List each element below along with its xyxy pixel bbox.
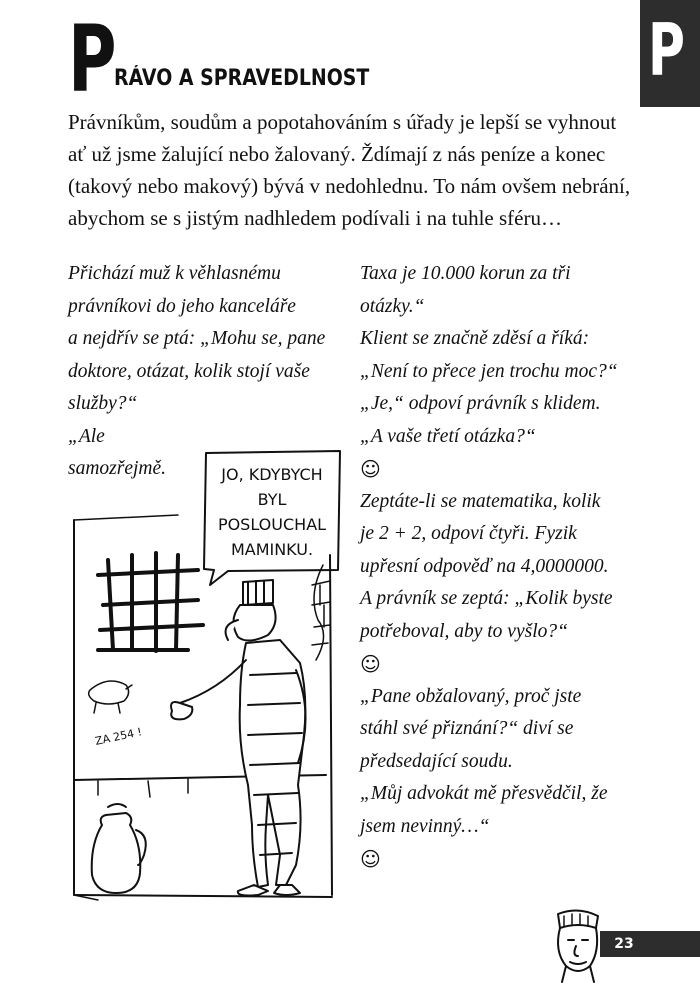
brick-wall-icon	[312, 565, 330, 660]
smiley-icon: ☺	[360, 652, 381, 676]
intro-line: (takový nebo makový) bývá v nedohlednu. To nám ovšem nebrání,	[68, 174, 631, 198]
joke-line: „Není to přece jen trochu moc?“	[360, 360, 618, 382]
joke-line: otázky.“	[360, 295, 425, 317]
joke-line: předsedající soudu.	[360, 750, 513, 772]
joke-line: potřeboval, aby to vyšlo?“	[360, 620, 568, 642]
joke-line: doktore, otázat, kolik stojí vaše	[68, 360, 310, 382]
joke-line: stáhl své přiznání?“ diví se	[360, 718, 574, 739]
prisoner-cartoon	[68, 445, 358, 905]
chapter-title: RÁVO A SPRAVEDLNOST	[114, 66, 370, 91]
joke-line: „A vaše třetí otázka?“	[360, 425, 536, 447]
joke-line: Přichází muž k věhlasnému	[68, 263, 281, 284]
joke-line: Zeptáte-li se matematika, kolik	[360, 490, 601, 512]
joke-line: jsem nevinný…“	[360, 815, 490, 837]
smiley-icon: ☺	[360, 847, 381, 871]
joke-line: služby?“	[68, 393, 138, 414]
joke-line: „Pane obžalovaný, proč jste	[360, 685, 582, 707]
speech-bubble-line: MAMINKU.	[230, 540, 314, 559]
intro-paragraph	[68, 106, 643, 234]
speech-bubble-line: POSLOUCHAL	[217, 515, 327, 534]
joke-line: „Ale	[68, 425, 105, 447]
wall-inscription: ZA 254 !	[93, 725, 144, 748]
joke-line: A právník se zeptá: „Kolik byste	[360, 588, 613, 609]
right-text-column	[360, 258, 650, 876]
joke-line: Klient se značně zděsí a říká:	[360, 328, 590, 349]
drop-cap-letter: P	[68, 6, 117, 113]
joke-line: samozřejmě.	[68, 458, 167, 479]
speech-bubble-line: JO, KDYBYCH	[221, 465, 323, 484]
intro-line: Právníkům, soudům a popotahováním s úřady je lepší se vyhnout	[68, 110, 617, 134]
joke-line: a nejdřív se ptá: „Mohu se, pane	[68, 328, 326, 349]
joke-line: Taxa je 10.000 korun za tři	[360, 263, 571, 284]
joke-line: právníkovi do jeho kanceláře	[68, 295, 296, 317]
barred-window-icon	[98, 553, 203, 651]
section-tab-letter: P	[648, 8, 685, 92]
judge-mascot-icon	[550, 906, 605, 984]
intro-line: ať už jsme žalující nebo žalovaný. Ždímají z nás peníze a konec	[68, 142, 606, 166]
water-jug-icon	[92, 804, 146, 893]
joke-line: je 2 + 2, odpoví čtyři. Fyzik	[360, 523, 577, 544]
section-tab	[640, 0, 700, 107]
joke-line: upřesní odpověď na 4,0000000.	[360, 555, 609, 577]
page-number: 23	[614, 936, 634, 952]
joke-line: „Můj advokát mě přesvědčil, že	[360, 783, 608, 804]
joke-line: „Je,“ odpoví právník s klidem.	[360, 393, 601, 414]
speech-bubble-line: BYL	[257, 490, 287, 509]
pig-drawing-icon	[89, 681, 132, 713]
intro-line: abychom se s jistým nadhledem podívali i na tuhle sféru…	[68, 206, 562, 230]
smiley-icon: ☺	[360, 457, 381, 481]
speech-bubble	[204, 451, 340, 585]
